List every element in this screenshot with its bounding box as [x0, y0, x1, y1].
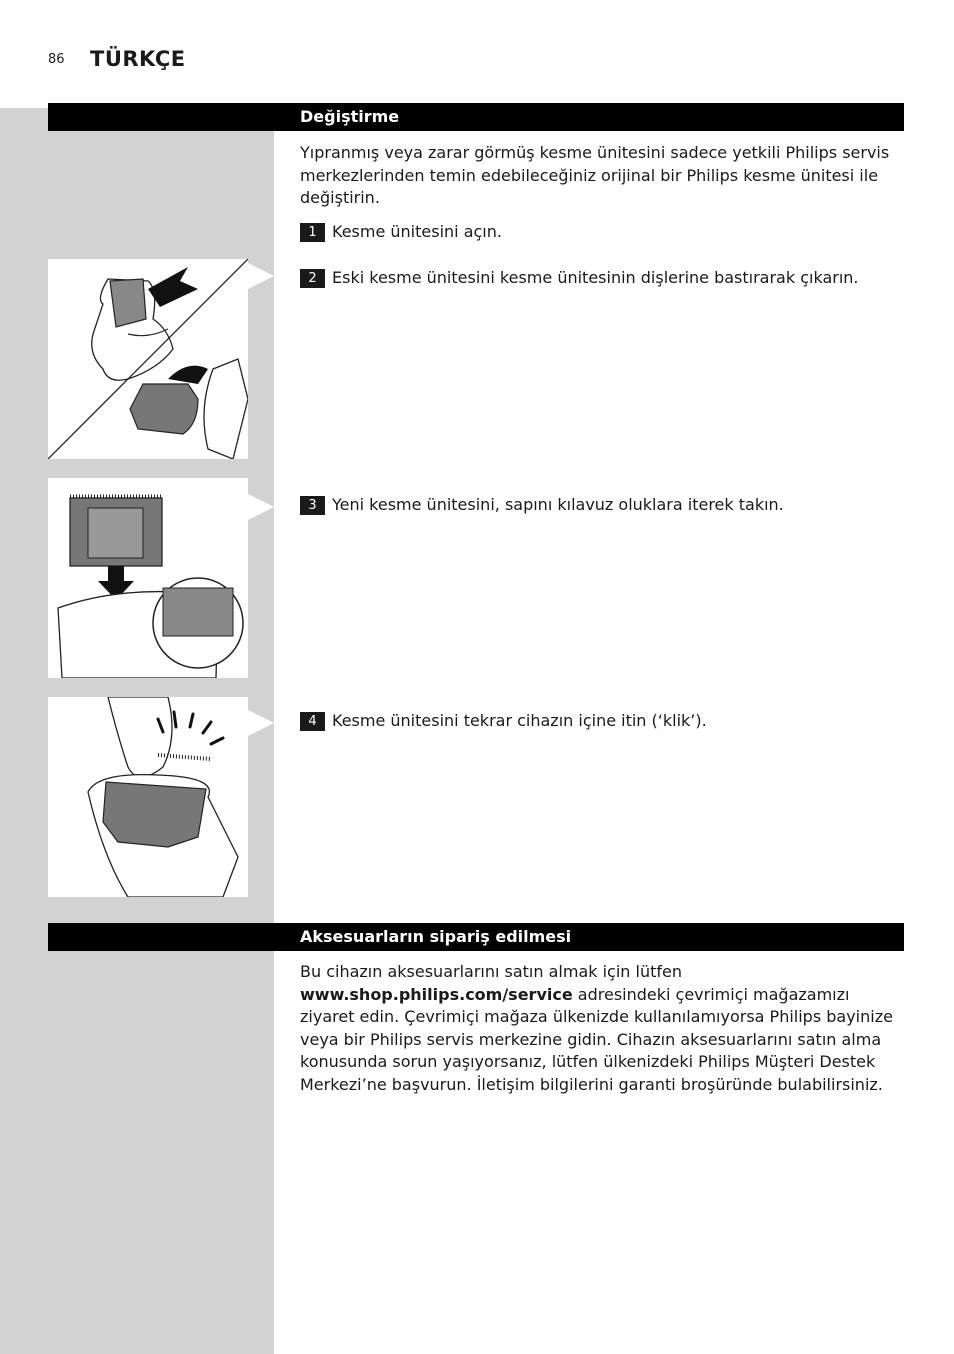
section-title: Değiştirme	[300, 107, 400, 126]
figure-pointer	[248, 263, 274, 289]
insert-cutting-unit-illustration	[48, 478, 248, 678]
click-cutting-unit-illustration	[48, 697, 248, 897]
replacement-intro: Yıpranmış veya zarar görmüş kesme ünitesini sadece yetkili Philips servis merkezlerinden temin edebileceğiniz orijinal bir Philips kesme ünitesi ile değiştirin.	[300, 143, 890, 207]
step-text: Yeni kesme ünitesini, sapını kılavuz oluklara iterek takın.	[332, 495, 784, 514]
figure-pointer	[248, 710, 274, 736]
step-number: 4	[300, 712, 325, 731]
figure-click-cutting-unit	[48, 697, 248, 897]
step-number: 1	[300, 223, 325, 242]
step-2	[300, 267, 859, 289]
step-3	[300, 494, 784, 516]
language-title: TÜRKÇE	[90, 47, 186, 71]
remove-cutting-unit-illustration	[48, 259, 248, 459]
page-number: 86	[48, 52, 65, 67]
section-title: Aksesuarların sipariş edilmesi	[300, 927, 572, 946]
section-header-replacement	[48, 103, 904, 131]
figure-pointer	[248, 494, 274, 520]
step-text: Kesme ünitesini açın.	[332, 222, 502, 241]
section-header-ordering-accessories	[48, 923, 904, 951]
step-1	[300, 221, 502, 243]
step-text: Kesme ünitesini tekrar cihazın içine itin (‘klik’).	[332, 711, 707, 730]
step-number: 3	[300, 496, 325, 515]
figure-remove-cutting-unit	[48, 259, 248, 459]
shop-link[interactable]: www.shop.philips.com/service	[300, 984, 573, 1004]
step-4	[300, 710, 707, 732]
step-text: Eski kesme ünitesini kesme ünitesinin dişlerine bastırarak çıkarın.	[332, 268, 859, 287]
step-number: 2	[300, 269, 325, 288]
body-text: adresindeki çevrimiçi mağazamızı ziyaret edin. Çevrimiçi mağaza ülkenizde kullanılamıyorsa Philips bayinize veya bir Philips servis merkezine gidin. Cihazın aksesuarlarını satın alma konusunda sorun yaşıyorsanız, lütfen ülkenizdeki Philips Müşteri Destek Merkezi’ne başvurun. İletişim bilgilerini garanti broşüründe bulabilirsiniz.	[300, 984, 893, 1094]
figure-insert-cutting-unit	[48, 478, 248, 678]
ordering-accessories-body	[300, 961, 900, 1096]
body-text: Bu cihazın aksesuarlarını satın almak için lütfen	[300, 962, 682, 981]
